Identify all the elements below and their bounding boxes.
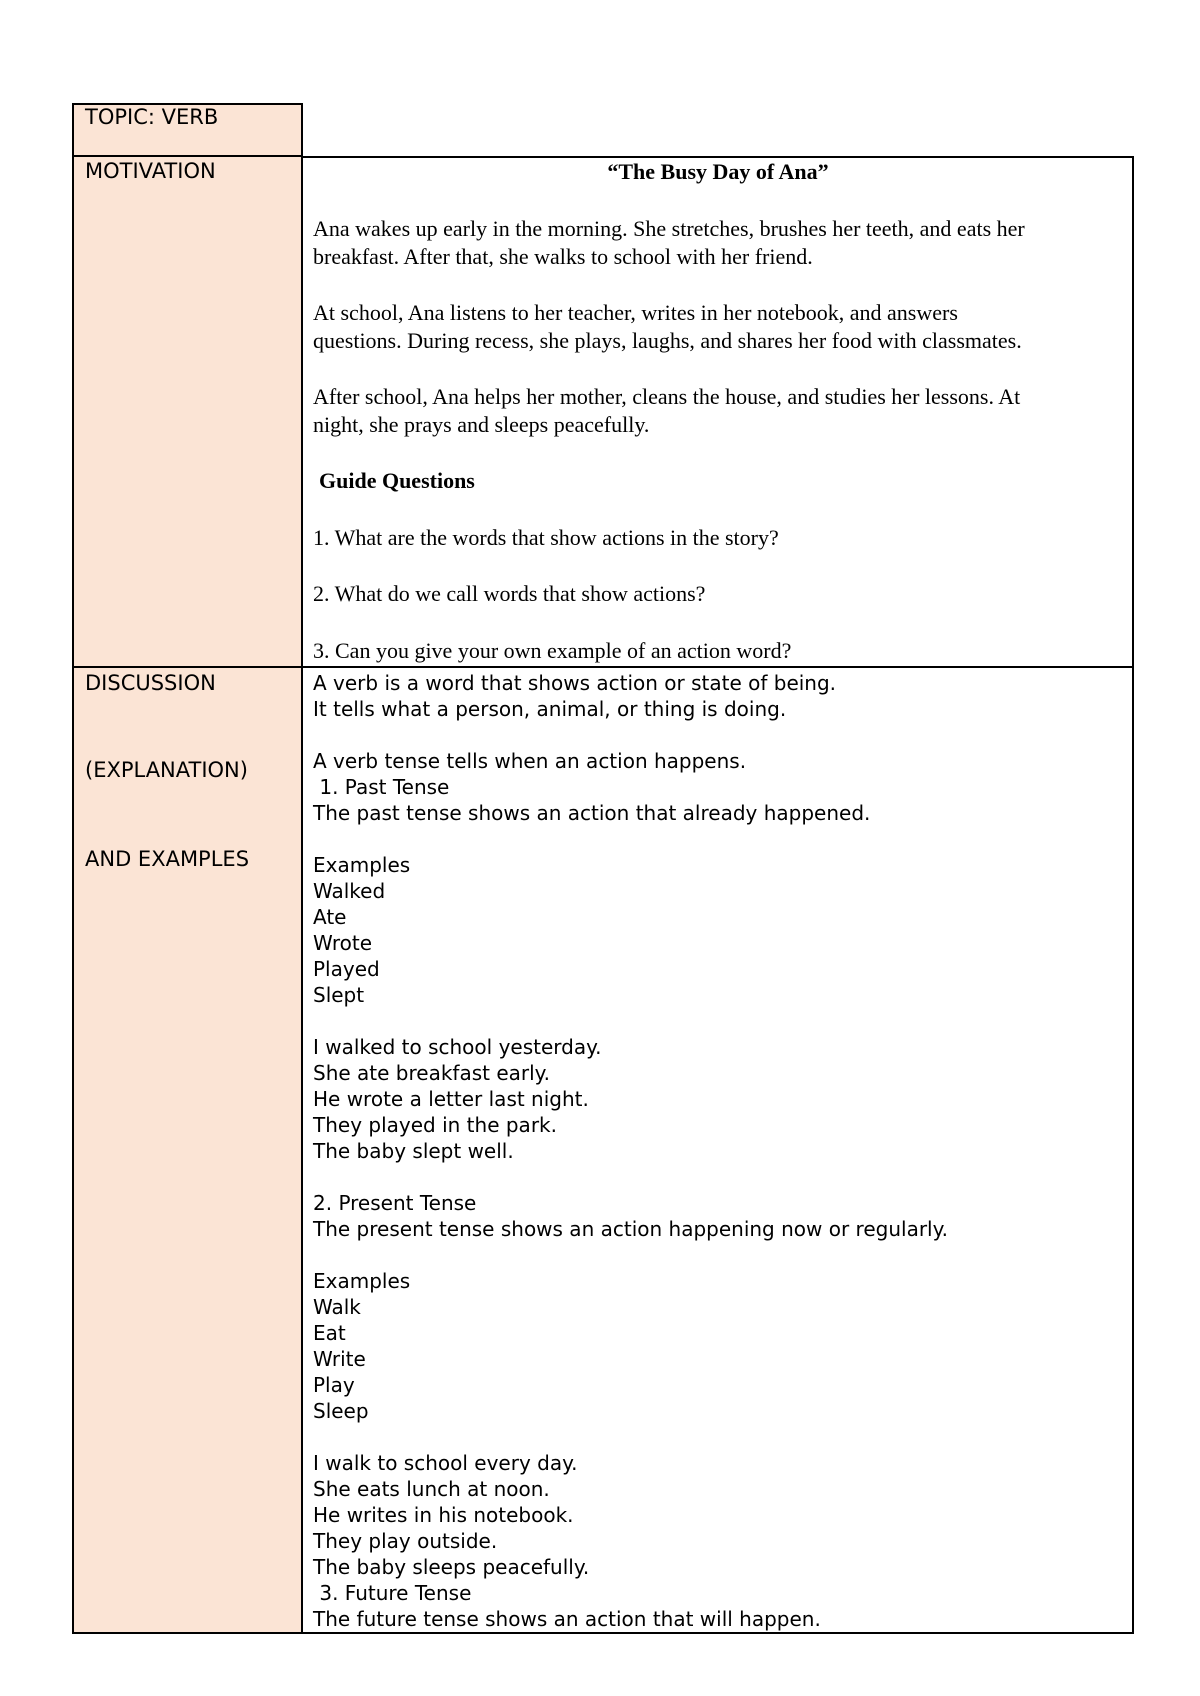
discussion-line: 1. Past Tense — [313, 775, 450, 799]
story-paragraph-3-line-1: After school, Ana helps her mother, cleans the house, and studies her lessons. At — [313, 384, 1021, 409]
explanation-label: (EXPLANATION) — [85, 758, 248, 782]
story-paragraph-2-line-1: At school, Ana listens to her teacher, writes in her notebook, and answers — [313, 300, 958, 325]
discussion-line — [313, 1242, 948, 1268]
story-paragraph-1-line-2: breakfast. After that, she walks to school with her friend. — [313, 244, 813, 269]
table-border-left — [72, 103, 74, 1634]
discussion-line: She ate breakfast early. — [313, 1061, 551, 1085]
discussion-line — [313, 722, 948, 748]
discussion-label: DISCUSSION — [85, 671, 216, 695]
discussion-line: They play outside. — [313, 1529, 498, 1553]
discussion-line: The present tense shows an action happening now or regularly. — [313, 1217, 948, 1241]
discussion-line: Wrote — [313, 931, 373, 955]
table-border-divider — [301, 103, 303, 1634]
discussion-line — [313, 826, 948, 852]
discussion-line: Ate — [313, 905, 347, 929]
discussion-line: 2. Present Tense — [313, 1191, 477, 1215]
discussion-line: Walk — [313, 1295, 361, 1319]
discussion-line: Examples — [313, 1269, 411, 1293]
story-title: “The Busy Day of Ana” — [607, 159, 829, 184]
story-paragraph-2-line-2: questions. During recess, she plays, laughs, and shares her food with classmates. — [313, 328, 1022, 353]
topic-label: TOPIC: VERB — [85, 105, 219, 129]
discussion-line: Write — [313, 1347, 366, 1371]
discussion-line: The baby sleeps peacefully. — [313, 1555, 590, 1579]
discussion-line: Examples — [313, 853, 411, 877]
guide-question-2: 2. What do we call words that show actions? — [313, 581, 706, 606]
story-paragraph-3-line-2: night, she prays and sleeps peacefully. — [313, 412, 650, 437]
discussion-line: Play — [313, 1373, 355, 1397]
discussion-line: It tells what a person, animal, or thing is doing. — [313, 697, 787, 721]
discussion-line — [313, 1008, 948, 1034]
discussion-line: He writes in his notebook. — [313, 1503, 574, 1527]
discussion-line: She eats lunch at noon. — [313, 1477, 550, 1501]
discussion-line: The past tense shows an action that already happened. — [313, 801, 871, 825]
and-examples-label: AND EXAMPLES — [85, 847, 250, 871]
table-border-right — [1132, 156, 1134, 1634]
discussion-line: Eat — [313, 1321, 346, 1345]
discussion-line: The future tense shows an action that will happen. — [313, 1607, 821, 1631]
story-paragraph-1-line-1: Ana wakes up early in the morning. She stretches, brushes her teeth, and eats her — [313, 216, 1025, 241]
guide-questions-heading: Guide Questions — [319, 468, 475, 493]
table-border-row-separator — [72, 155, 303, 157]
motivation-label: MOTIVATION — [85, 159, 216, 183]
discussion-line: A verb tense tells when an action happens. — [313, 749, 747, 773]
discussion-content — [313, 670, 948, 1632]
discussion-line: Sleep — [313, 1399, 369, 1423]
discussion-line: 3. Future Tense — [313, 1581, 472, 1605]
discussion-line: Played — [313, 957, 380, 981]
table-border-bottom — [72, 1632, 1134, 1634]
table-border-row-separator-2 — [72, 666, 1134, 668]
discussion-line: I walked to school yesterday. — [313, 1035, 602, 1059]
discussion-line: Walked — [313, 879, 386, 903]
guide-question-3: 3. Can you give your own example of an action word? — [313, 638, 792, 663]
discussion-line: They played in the park. — [313, 1113, 557, 1137]
guide-question-1: 1. What are the words that show actions in the story? — [313, 525, 779, 550]
discussion-line: Slept — [313, 983, 365, 1007]
discussion-line: He wrote a letter last night. — [313, 1087, 589, 1111]
discussion-line: The baby slept well. — [313, 1139, 514, 1163]
discussion-line — [313, 1424, 948, 1450]
discussion-line: I walk to school every day. — [313, 1451, 578, 1475]
discussion-line: A verb is a word that shows action or state of being. — [313, 671, 837, 695]
discussion-line — [313, 1164, 948, 1190]
